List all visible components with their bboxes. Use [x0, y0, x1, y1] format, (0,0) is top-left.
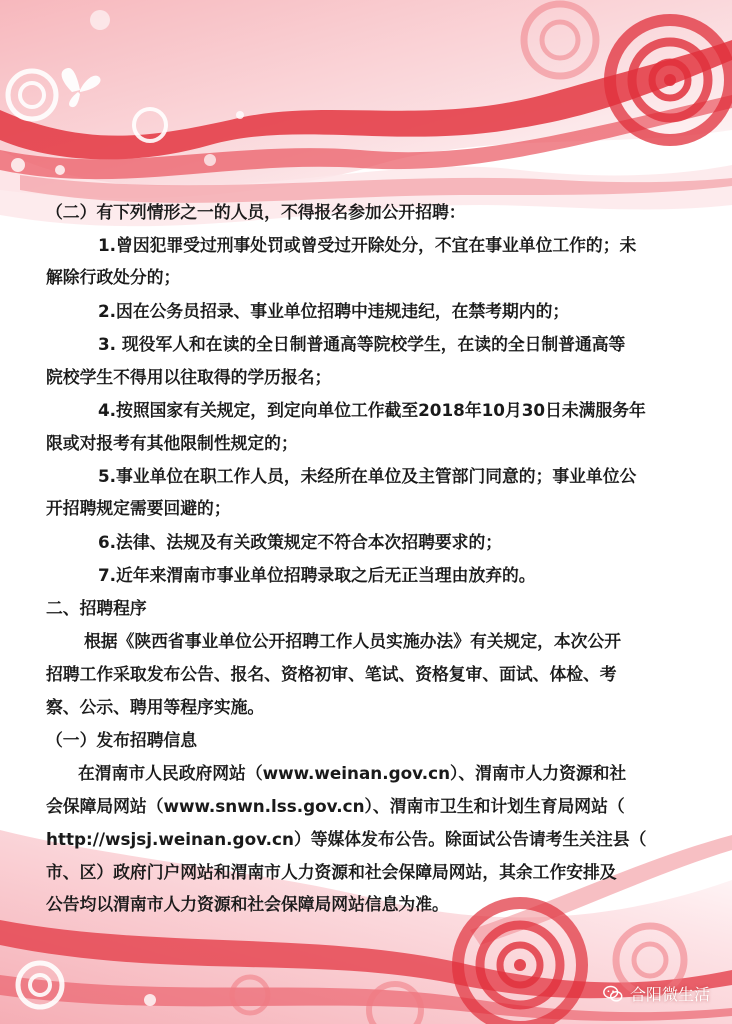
- text-line: 根据《陕西省事业单位公开招聘工作人员实施办法》有关规定，本次公开: [84, 631, 622, 651]
- text-line: 1.曾因犯罪受过刑事处罚或曾受过开除处分，不宜在事业单位工作的；未: [98, 235, 637, 255]
- text-line: 招聘工作采取发布公告、报名、资格初审、笔试、资格复审、面试、体检、考: [46, 664, 617, 684]
- subsection-heading: （一）发布招聘信息: [46, 730, 198, 750]
- text-line: 5.事业单位在职工作人员，未经所在单位及主管部门同意的；事业单位公: [98, 466, 637, 486]
- source-watermark: [602, 982, 710, 1005]
- text-line: 公告均以渭南市人力资源和社会保障局网站信息为准。: [46, 894, 449, 914]
- wechat-icon: [602, 983, 624, 1005]
- text-line: 会保障局网站（www.snwn.lss.gov.cn）、渭南市卫生和计划生育局网站（: [46, 796, 625, 816]
- text-line: 解除行政处分的；: [46, 267, 181, 287]
- text-line: 在渭南市人民政府网站（www.weinan.gov.cn）、渭南市人力资源和社: [78, 763, 627, 783]
- section-heading: 二、招聘程序: [46, 598, 147, 618]
- watermark-text: 合阳微生活: [629, 985, 710, 1004]
- text-line: 4.按照国家有关规定，到定向单位工作截至2018年10月30日未满服务年: [98, 400, 646, 420]
- text-line: 院校学生不得用以往取得的学历报名；: [46, 367, 332, 387]
- text-line: 市、区）政府门户网站和渭南市人力资源和社会保障局网站，其余工作安排及: [46, 862, 617, 882]
- text-line: 开招聘规定需要回避的；: [46, 498, 231, 518]
- text-line: http://wsjsj.weinan.gov.cn）等媒体发布公告。除面试公告请考生关注县（: [46, 829, 647, 849]
- text-line: 2.因在公务员招录、事业单位招聘中违规违纪，在禁考期内的；: [98, 301, 570, 321]
- text-line: 限或对报考有其他限制性规定的；: [46, 433, 298, 453]
- text-line: 7.近年来渭南市事业单位招聘录取之后无正当理由放弃的。: [98, 565, 536, 585]
- text-line: 6.法律、法规及有关政策规定不符合本次招聘要求的；: [98, 532, 503, 552]
- text-line: （二）有下列情形之一的人员，不得报名参加公开招聘：: [46, 202, 466, 222]
- text-line: 3. 现役军人和在读的全日制普通高等院校学生，在读的全日制普通高等: [98, 334, 626, 354]
- text-line: 察、公示、聘用等程序实施。: [46, 697, 265, 717]
